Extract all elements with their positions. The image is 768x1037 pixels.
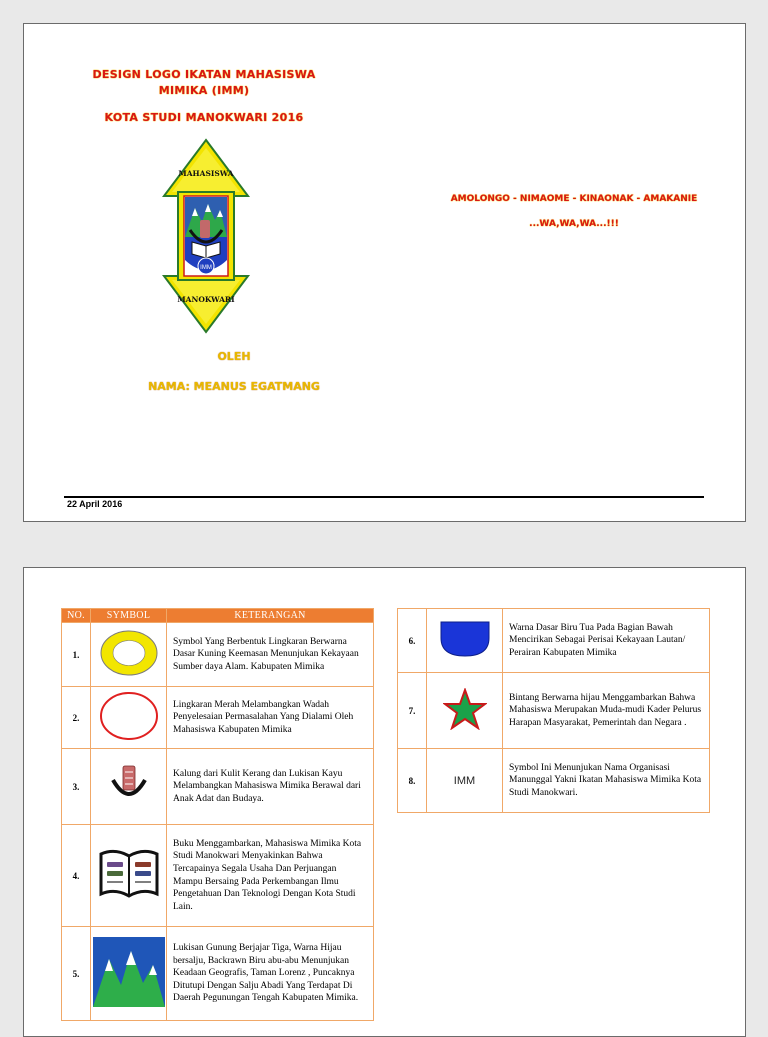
row-number: 1. [62,623,91,687]
imm-symbol-text: IMM [453,774,476,787]
logo-bottom-text: MANOKWARI [177,295,235,304]
row-description: Buku Menggambarkan, Mahasiswa Mimika Kota Studi Manokwari Menyakinkan Bahwa Tercapainya Segala Usaha Dan Perjuangan Mampu Bersaing Pada Perkembangan Ilmu Pengetahuan Dan Teknologi Dengan Kota Studi Lain. [167,825,374,927]
book-icon [91,825,167,927]
red-circle-icon [91,687,167,749]
row-number: 2. [62,687,91,749]
header-symbol: SYMBOL [91,609,167,623]
row-number: 6. [398,609,427,673]
symbol-table-left [61,608,374,1021]
row-description: Warna Dasar Biru Tua Pada Bagian Bawah Mencirikan Sebagai Perisai Kekayaan Lautan/ Perairan Kabupaten Mimika [503,609,710,673]
table-row [62,927,374,1021]
table-row [398,749,710,813]
row-description: Symbol Ini Menunjukan Nama Organisasi Manunggal Yakni Ikatan Mahasiswa Mimika Kota Studi Manokwari. [503,749,710,813]
row-number: 4. [62,825,91,927]
symbol-table-page [23,567,746,1037]
row-number: 3. [62,749,91,825]
title-line-2: MIMIKA (IMM) [158,84,250,97]
blue-shield-icon [427,609,503,673]
table-row [62,825,374,927]
title-line-3: KOTA STUDI MANOKWARI 2016 [104,111,304,124]
logo-center-text: IMM [200,265,212,271]
author-name: NAMA: MEANUS EGATMANG [148,380,320,393]
imm-logo [162,138,250,334]
cover-page [23,23,746,522]
title-line-1: DESIGN LOGO IKATAN MAHASISWA [92,68,316,81]
table-row [62,623,374,687]
row-number: 8. [398,749,427,813]
table-row [62,687,374,749]
row-number: 5. [62,927,91,1021]
imm-symbol [427,749,503,813]
table-row [398,673,710,749]
mountain-icon [91,927,167,1021]
header-keterangan: KETERANGAN [167,609,374,623]
row-number: 7. [398,673,427,749]
motto-line-1: AMOLONGO - NIMAOME - KINAONAK - AMAKANIE [450,194,698,204]
table-row [398,609,710,673]
row-description: Symbol Yang Berbentuk Lingkaran Berwarna Dasar Kuning Keemasan Menunjukan Kekayaan Sumber daya Alam. Kabupaten Mimika [167,623,374,687]
green-star-icon [427,673,503,749]
necklace-icon [91,749,167,825]
table-row [62,749,374,825]
logo-top-text: MAHASISWA [178,169,234,178]
row-description: Bintang Berwarna hijau Menggambarkan Bahwa Mahasiswa Merupakan Muda-mudi Kader Pelurus Harapan Masyarakat, Pemerintah dan Negara . [503,673,710,749]
footer-date: 22 April 2016 [67,499,123,509]
row-description: Lukisan Gunung Berjajar Tiga, Warna Hijau bersalju, Backrawn Biru abu-abu Menunjukan Keadaan Geografis, Taman Lorenz , Puncaknya Ditutupi Dengan Salju Abadi Yang Terdapat Di Daerah Pegunungan Tengah Kabupaten Mimika. [167,927,374,1021]
header-no: NO. [62,609,91,623]
row-description: Kalung dari Kulit Kerang dan Lukisan Kayu Melambangkan Mahasiswa Mimika Berawal dari Anak Adat dan Budaya. [167,749,374,825]
oleh-label: OLEH [217,350,251,363]
motto-line-2: ...WA,WA,WA...!!! [529,219,619,229]
table-header-row [62,609,374,623]
symbol-table-right [397,608,710,813]
yellow-ring-icon [91,623,167,687]
footer-rule [64,496,704,498]
row-description: Lingkaran Merah Melambangkan Wadah Penyelesaian Permasalahan Yang Dialami Oleh Mahasiswa Kabupaten Mimika [167,687,374,749]
